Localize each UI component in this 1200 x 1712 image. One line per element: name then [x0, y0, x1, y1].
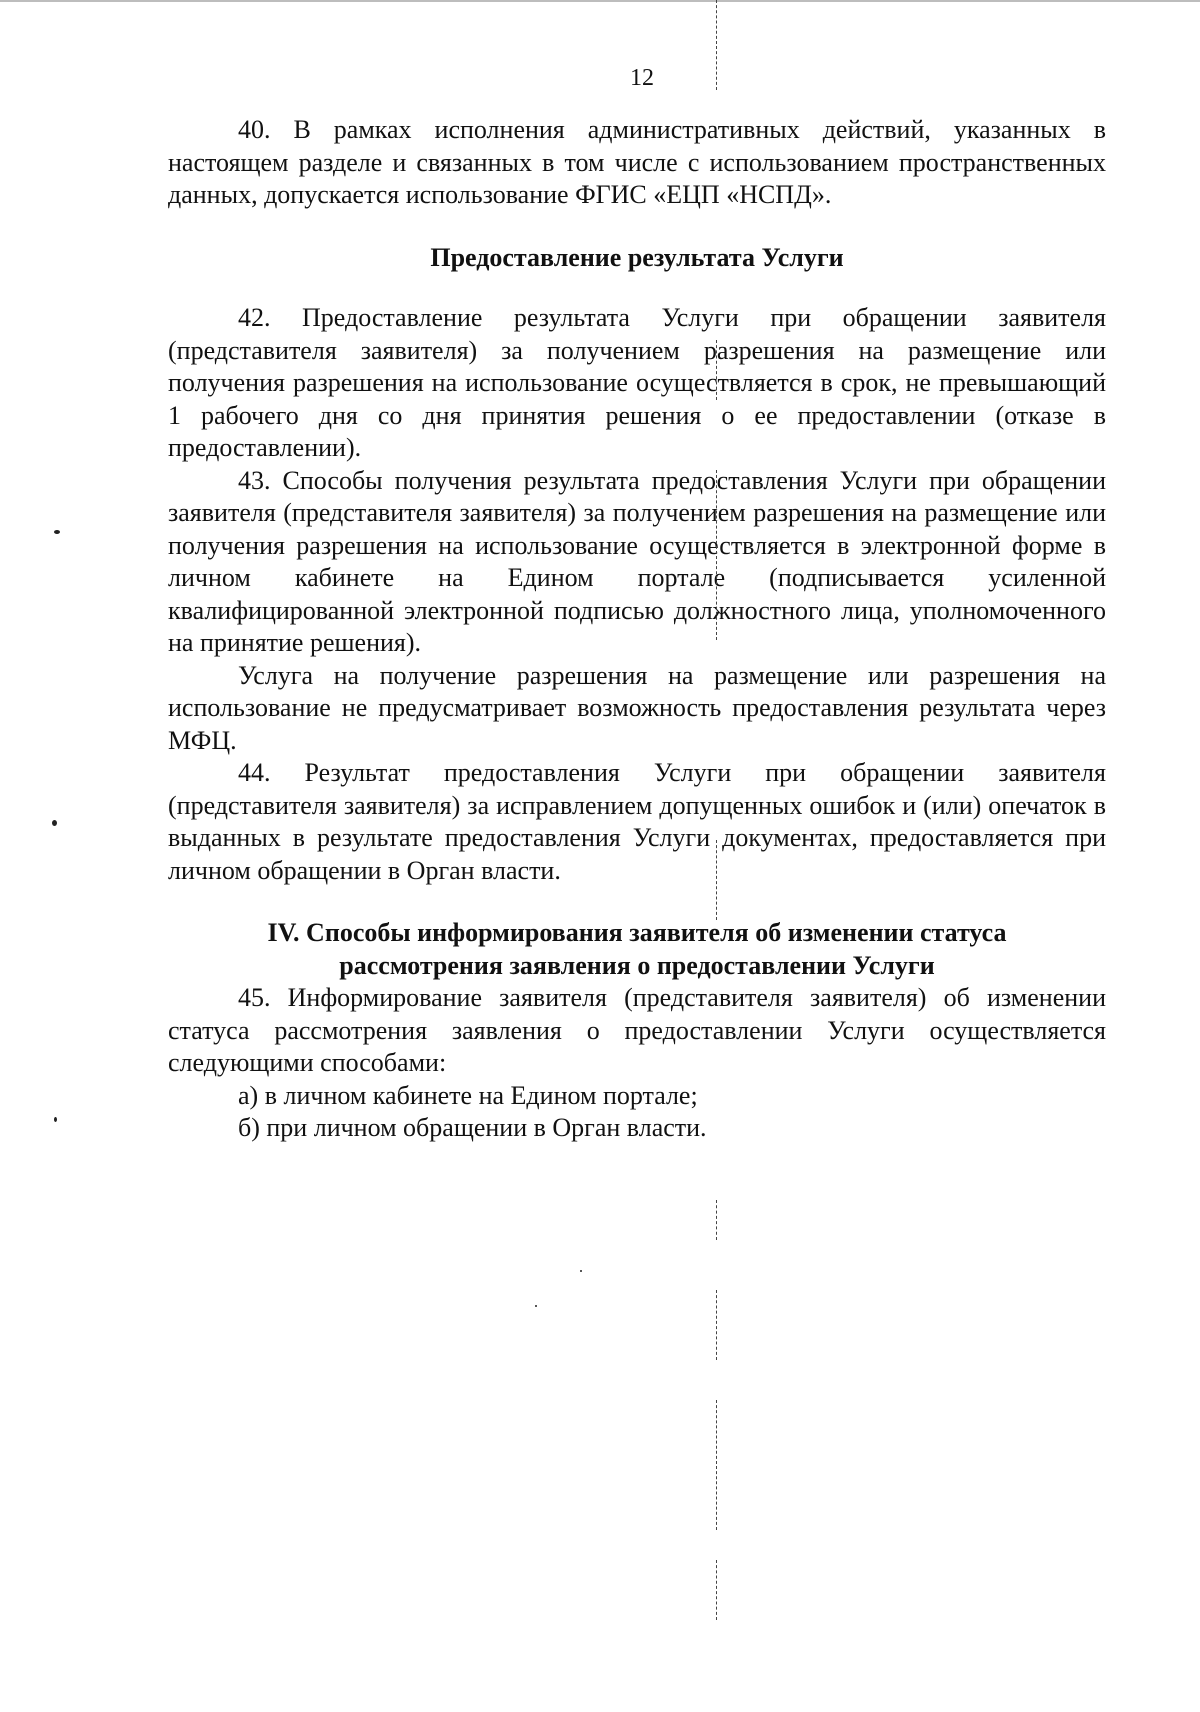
document-page: [168, 62, 1106, 1145]
paragraph-40: 40. В рамках исполнения административных действий, указанных в настоящем разделе и связанных в том числе с использованием пространственных данных, допускается использование ФГИС «ЕЦП «НСПД».: [168, 115, 1106, 209]
paragraph-43-note: Услуга на получение разрешения на размещение или разрешения на использование не предусматривает возможность предоставления результата через МФЦ.: [168, 660, 1106, 755]
scan-fold-line: [716, 1560, 717, 1620]
scan-fold-line: [716, 1400, 717, 1530]
scan-speck: [580, 1270, 582, 1272]
heading-result-provision: Предоставление результата Услуги: [430, 242, 844, 272]
paragraph-42: 42. Предоставление результата Услуги при обращении заявителя (представителя заявителя) за получением разрешения на размещение или получения разрешения на использование осуществляется в срок, не превышающий 1 рабочего дня со дня принятия решения о ее предоставлении (отказе в предоставлении).: [168, 303, 1106, 462]
scan-speck: [54, 530, 60, 534]
scan-fold-line: [716, 840, 717, 920]
scan-fold-line: [716, 470, 717, 640]
scan-speck: [52, 820, 57, 826]
scan-fold-line: [716, 0, 717, 90]
heading-section-4-line-2: рассмотрения заявления о предоставлении Услуги: [339, 950, 935, 980]
scan-top-edge: [0, 0, 1200, 2]
paragraph-44: 44. Результат предоставления Услуги при обращении заявителя (представителя заявителя) за исправлением допущенных ошибок и (или) опечаток в выданных в результате предоставления Услуги документах, предоставляется при личном обращении в Орган власти.: [168, 758, 1106, 885]
scan-speck: [535, 1305, 537, 1307]
paragraph-43: 43. Способы получения результата предоставления Услуги при обращении заявителя (представителя заявителя) за получением разрешения на размещение или получения разрешения на использование осуществляется в электронной форме в личном кабинете на Едином портале (подписывается усиленной квалифицированной электронной подписью должностного лица, уполномоченного на принятие решения).: [168, 465, 1106, 657]
heading-section-4: [168, 917, 1106, 982]
paragraph-45: 45. Информирование заявителя (представителя заявителя) об изменении статуса рассмотрения заявления о предоставлении Услуги осуществляется следующими способами:: [168, 983, 1106, 1077]
page-number: 12: [630, 65, 654, 91]
list-item-a: а) в личном кабинете на Едином портале;: [238, 1080, 698, 1110]
scan-fold-line: [716, 1290, 717, 1360]
scan-fold-line: [716, 340, 717, 400]
scan-fold-line: [716, 1200, 717, 1240]
heading-section-4-line-1: IV. Способы информирования заявителя об изменении статуса: [267, 918, 1007, 947]
scan-speck: [54, 1117, 57, 1122]
list-item-b: б) при личном обращении в Орган власти.: [238, 1113, 707, 1142]
